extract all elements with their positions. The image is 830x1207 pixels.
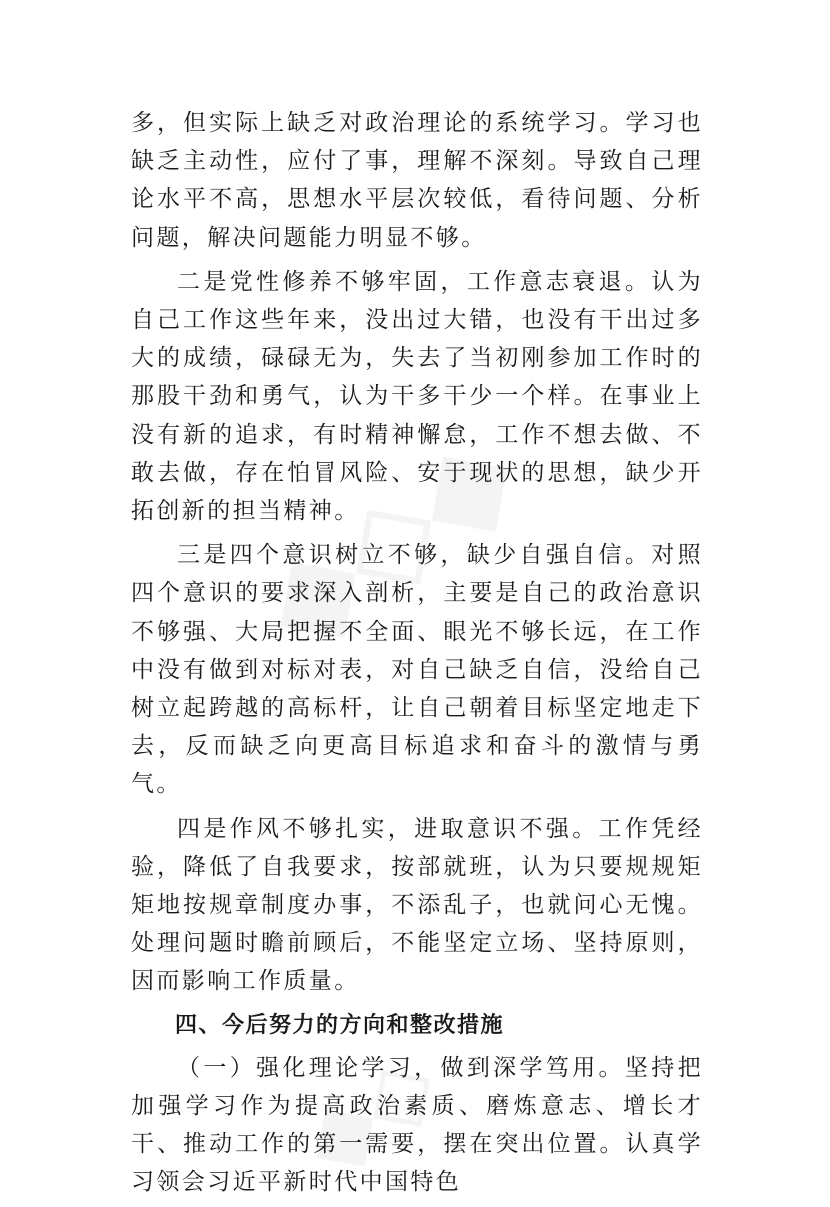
document-body bbox=[131, 104, 703, 1207]
section-heading: 四、今后努力的方向和整改措施 bbox=[175, 1012, 505, 1038]
paragraph-continuation: 多，但实际上缺乏对政治理论的系统学习。学习也缺乏主动性，应付了事，理解不深刻。导致自己理论水平不高，思想水平层次较低，看待问题、分析问题，解决问题能力明显不够。 bbox=[131, 110, 703, 251]
paragraph-theory-study: （一）强化理论学习，做到深学笃用。坚持把加强学习作为提高政治素质、磨炼意志、增长才干、推动工作的第一需要，摆在突出位置。认真学习领会习近平新时代中国特色 bbox=[131, 1054, 703, 1196]
paragraph-four-consciousness: 三是四个意识树立不够，缺少自强自信。对照四个意识的要求深入剖析，主要是自己的政治意识不够强、大局把握不全面、眼光不够长远，在工作中没有做到对标对表，对自己缺乏自信，没给自己树立起跨越的高标杆，让自己朝着目标坚定地走下去，反而缺乏向更高目标追求和奋斗的激情与勇气。 bbox=[131, 542, 703, 798]
paragraph-work-style: 四是作风不够扎实，进取意识不强。工作凭经验，降低了自我要求，按部就班，认为只要规规矩矩地按规章制度办事，不添乱子，也就问心无愧。处理问题时瞻前顾后，不能坚定立场、坚持原则，因而影响工作质量。 bbox=[131, 815, 703, 995]
paragraph-party-spirit: 二是党性修养不够牢固，工作意志衰退。认为自己工作这些年来，没出过大错，也没有干出过多大的成绩，碌碌无为，失去了当初刚参加工作时的那股干劲和勇气，认为干多干少一个样。在事业上没有新的追求，有时精神懈怠，工作不想去做、不敢去做，存在怕冒风险、安于现状的思想，缺少开拓创新的担当精神。 bbox=[131, 268, 703, 525]
